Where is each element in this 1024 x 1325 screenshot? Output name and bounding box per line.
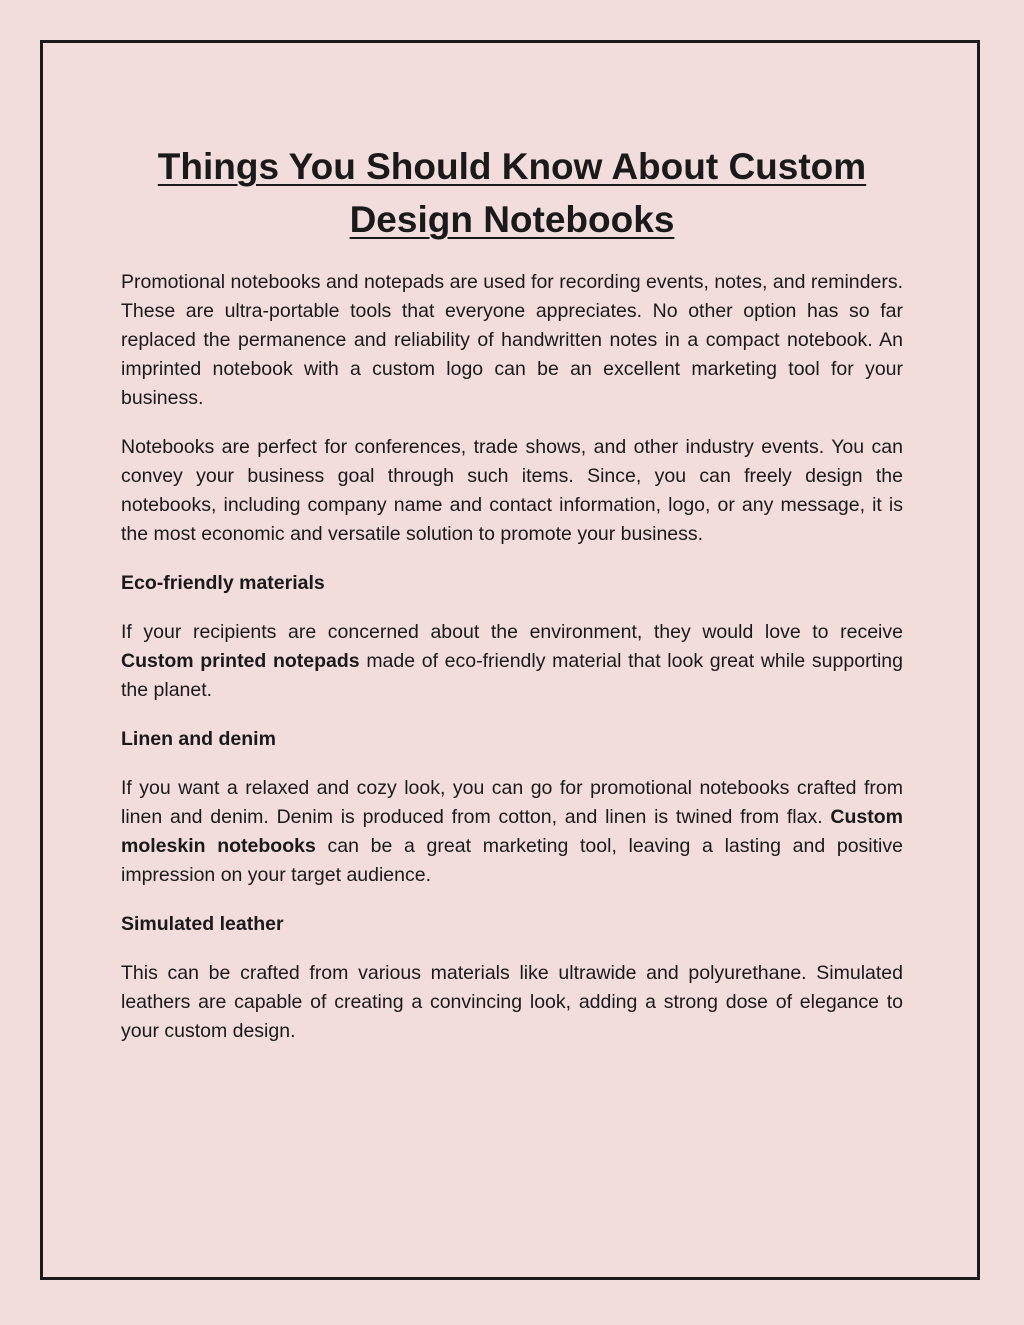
- linen-text-after: can be a great marketing tool, leaving a lasting and positive impression on your target audience.: [121, 835, 903, 886]
- conferences-paragraph: Notebooks are perfect for conferences, trade shows, and other industry events. You can convey your business goal through such items. Since, you can freely design the notebooks, including company name and contact information, logo, or any message, it is the most economic and versatile solution to promote your business.: [121, 436, 903, 545]
- linen-bold-phrase: Custom moleskin notebooks: [121, 806, 903, 857]
- section-heading-linen: Linen and denim: [121, 728, 276, 750]
- section-heading-leather: Simulated leather: [121, 913, 284, 935]
- eco-text-before: If your recipients are concerned about the environment, they would love to receive: [121, 621, 903, 643]
- eco-bold-phrase: Custom printed notepads: [121, 650, 360, 672]
- leather-paragraph: This can be crafted from various materials like ultrawide and polyurethane. Simulated leathers are capable of creating a convincing look, adding a strong dose of elegance to your custom design.: [121, 962, 903, 1042]
- linen-paragraph: [121, 774, 903, 890]
- linen-text-before: If you want a relaxed and cozy look, you can go for promotional notebooks crafted from linen and denim. Denim is produced from cotton, and linen is twined from flax.: [121, 777, 903, 828]
- eco-paragraph: [121, 618, 903, 705]
- intro-paragraph: Promotional notebooks and notepads are used for recording events, notes, and reminders. These are ultra-portable tools that everyone appreciates. No other option has so far replaced the permanence and reliability of handwritten notes in a compact notebook. An imprinted notebook with a custom logo can be an excellent marketing tool for your business.: [121, 271, 903, 409]
- document-content: [121, 140, 903, 1066]
- section-heading-eco: Eco-friendly materials: [121, 572, 325, 594]
- eco-text-after: made of eco-friendly material that look great while supporting the planet.: [121, 650, 903, 701]
- page-title: Things You Should Know About Custom Design Notebooks: [157, 146, 867, 240]
